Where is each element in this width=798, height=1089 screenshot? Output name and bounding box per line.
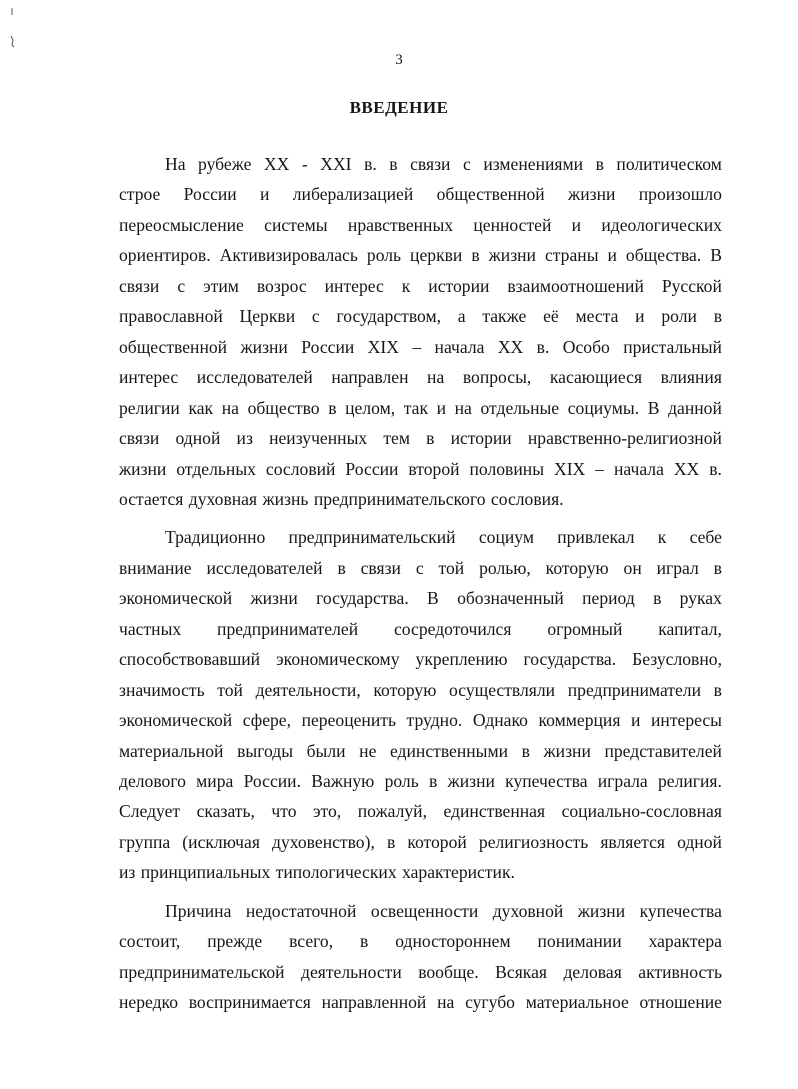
word: обозначенный — [457, 588, 564, 609]
word: православной — [119, 306, 223, 327]
word: делового — [119, 771, 186, 791]
word: играл — [656, 557, 699, 578]
word: руках — [679, 588, 722, 609]
word: отношение — [639, 992, 722, 1013]
text-line — [119, 458, 722, 480]
word: (исключая — [182, 831, 260, 852]
word: связи — [360, 557, 401, 578]
word: деловая — [563, 961, 622, 982]
text-line — [119, 275, 722, 297]
word: одной — [677, 831, 722, 852]
word: группа — [119, 831, 171, 852]
word: огромный — [547, 618, 623, 639]
word: и — [607, 245, 617, 266]
word: половины — [469, 458, 545, 479]
text-line — [119, 618, 722, 640]
page-title: ВВЕДЕНИЕ — [349, 98, 449, 117]
word: с — [415, 557, 424, 578]
word: одной — [175, 428, 221, 449]
word: к — [401, 275, 411, 296]
word: жизни — [447, 771, 495, 791]
text-line — [119, 366, 722, 388]
word: в — [428, 771, 438, 791]
word: религии — [119, 397, 180, 418]
word: всего, — [289, 931, 334, 952]
word: воспринимается — [188, 992, 311, 1013]
word: идеологических — [601, 214, 722, 235]
word: XXI — [320, 154, 352, 174]
word: России — [183, 184, 237, 205]
word: Безусловно, — [632, 649, 722, 670]
text-line: из принципиальных типологических характеристик. — [119, 862, 515, 883]
word: интересы — [650, 710, 722, 731]
text-line — [119, 336, 722, 358]
word: места — [575, 306, 619, 327]
word: и — [635, 306, 645, 327]
word: роль — [366, 245, 402, 266]
word: духовной — [492, 900, 564, 921]
text-line — [119, 648, 722, 670]
word: Активизировалась — [219, 245, 358, 266]
word: к — [657, 527, 667, 548]
word: той — [438, 557, 465, 578]
word: нравственно-религиозной — [527, 428, 722, 449]
word: выгоды — [237, 740, 294, 761]
word: её — [543, 306, 559, 327]
word: рубеже — [198, 154, 252, 174]
word: в — [360, 931, 369, 952]
word: – — [595, 458, 605, 479]
word: которую — [373, 679, 437, 700]
word: предприниматели — [567, 679, 701, 700]
word: государства. — [316, 588, 409, 609]
word: в — [653, 588, 662, 609]
word: осуществляли — [449, 679, 556, 700]
word: коммерция — [538, 710, 621, 731]
text-line — [119, 397, 722, 419]
word: способствовавший — [119, 649, 261, 670]
word: внимание — [119, 557, 192, 578]
word: значимость — [119, 679, 205, 700]
word: деятельности — [301, 961, 402, 982]
text-line — [119, 770, 722, 792]
text-line — [119, 991, 722, 1013]
word: исследователей — [196, 367, 313, 388]
word: отдельные — [480, 397, 560, 418]
word: что — [271, 801, 297, 822]
word: сказать, — [196, 801, 255, 822]
word: в — [328, 397, 337, 418]
word: предпринимательский — [288, 527, 456, 548]
word: вопросы, — [462, 367, 532, 388]
text-line — [119, 183, 722, 205]
word: в — [389, 154, 398, 174]
text-line — [119, 244, 722, 266]
word: пристальный — [623, 336, 722, 357]
word: либерализацией — [292, 184, 414, 205]
word: взаимоотношений — [507, 275, 644, 296]
word: одностороннем — [395, 931, 511, 952]
word: жизни — [543, 740, 591, 761]
word: данной — [668, 397, 722, 418]
word: в — [713, 306, 722, 327]
text-line — [119, 679, 722, 701]
word: так — [403, 397, 428, 418]
word: жизни — [568, 184, 616, 205]
word: укреплению — [415, 649, 508, 670]
word: с — [462, 154, 471, 174]
word: и — [436, 397, 447, 418]
text-line — [165, 900, 722, 922]
word: роль — [384, 771, 419, 791]
word: общество — [247, 397, 320, 418]
word: активность — [638, 961, 722, 982]
word: является — [600, 831, 665, 852]
word: экономической — [119, 588, 233, 609]
word: из — [236, 428, 253, 449]
word: неизученных — [269, 428, 368, 449]
text-line — [119, 800, 722, 822]
word: возрос — [256, 275, 307, 296]
word: трудно. — [406, 710, 463, 731]
word: с — [311, 306, 320, 327]
word: освещенности — [370, 900, 479, 921]
word: в. — [536, 336, 550, 357]
word: исследователей — [206, 557, 323, 578]
word: вообще. — [418, 961, 479, 982]
word: понимании — [537, 931, 622, 952]
word: и — [571, 214, 582, 235]
word: переоценить — [301, 710, 396, 731]
word: общественной — [119, 336, 228, 357]
word: религия. — [658, 771, 722, 791]
word: строе — [119, 184, 161, 205]
word: жизни — [577, 900, 626, 921]
word: которую — [545, 557, 609, 578]
word: а — [457, 306, 466, 327]
word: жизни — [488, 245, 536, 266]
word: системы — [264, 214, 328, 235]
word: этим — [203, 275, 239, 296]
word: сосредоточился — [393, 618, 512, 639]
word: сфере, — [242, 710, 292, 731]
word: целом, — [345, 397, 396, 418]
word: связи — [119, 275, 160, 296]
word: интерес — [119, 367, 179, 388]
word: связи — [410, 154, 451, 174]
word: XX — [497, 336, 524, 357]
word: связи — [119, 428, 160, 449]
text-line — [119, 831, 722, 853]
word: России. — [243, 771, 301, 791]
word: переосмысление — [119, 214, 244, 235]
word: XIX — [553, 458, 586, 479]
word: себе — [689, 527, 722, 548]
word: России — [301, 336, 355, 357]
word: второй — [408, 458, 460, 479]
word: купечества — [639, 900, 722, 921]
word: в — [713, 679, 722, 700]
word: общественной — [436, 184, 545, 205]
word: истории — [450, 428, 512, 449]
word: не — [359, 740, 377, 761]
word: пожалуй, — [357, 801, 427, 822]
text-line — [119, 427, 722, 449]
word: деятельности, — [255, 679, 361, 700]
text-line: остается духовная жизнь предпринимательского сословия. — [119, 488, 564, 509]
word: которой — [407, 831, 467, 852]
word: В — [427, 588, 439, 609]
word: в — [521, 740, 530, 761]
text-line — [119, 557, 722, 579]
word: состоит, — [119, 931, 181, 952]
word: частных — [119, 618, 182, 639]
word: и — [631, 710, 641, 731]
word: на — [221, 397, 239, 418]
word: в — [471, 245, 480, 266]
word: в — [595, 154, 604, 174]
word: произошло — [638, 184, 722, 205]
word: интерес — [324, 275, 384, 296]
word: жизни — [119, 458, 167, 479]
word: предпринимательской — [119, 961, 285, 982]
word: нравственных — [347, 214, 454, 235]
word: государством, — [336, 306, 441, 327]
word: Причина — [165, 900, 232, 921]
word: жизни — [250, 588, 298, 609]
word: экономическому — [276, 649, 400, 670]
word: направлен — [331, 367, 409, 388]
word: ролью, — [479, 557, 531, 578]
word: Особо — [562, 336, 610, 357]
word: в. — [709, 458, 722, 479]
word: Всякая — [495, 961, 547, 982]
text-line — [119, 740, 722, 762]
word: Русской — [661, 275, 722, 296]
word: начала — [434, 336, 485, 357]
word: социум — [478, 527, 534, 548]
word: Важную — [311, 771, 375, 791]
text-line — [119, 709, 722, 731]
word: касающиеся — [549, 367, 643, 388]
word: период — [582, 588, 635, 609]
word: - — [301, 154, 308, 174]
word: Церкви — [239, 306, 296, 327]
word: роли — [661, 306, 697, 327]
word: начала — [613, 458, 664, 479]
word: ориентиров. — [119, 245, 211, 266]
text-line — [119, 930, 722, 952]
word: как — [188, 397, 214, 418]
word: также — [482, 306, 527, 327]
text-line — [119, 961, 722, 983]
word: XX — [673, 458, 700, 479]
word: ценностей — [473, 214, 552, 235]
word: в — [426, 428, 435, 449]
scan-edge-marks — [8, 6, 18, 50]
word: В — [710, 245, 722, 266]
word: – — [412, 336, 422, 357]
word: России — [345, 458, 399, 479]
word: отдельных — [176, 458, 256, 479]
word: духовенство), — [272, 831, 375, 852]
word: и — [260, 184, 270, 205]
word: предпринимателей — [217, 618, 359, 639]
word: в — [337, 557, 346, 578]
text-line — [119, 305, 722, 327]
word: материальной — [119, 740, 224, 761]
word: Следует — [119, 801, 181, 822]
word: он — [623, 557, 642, 578]
word: жизни — [240, 336, 288, 357]
text-line — [119, 587, 722, 609]
word: тем — [383, 428, 410, 449]
word: политическом — [616, 154, 722, 174]
text-line — [165, 526, 722, 548]
word: мира — [196, 771, 234, 791]
word: прежде — [207, 931, 263, 952]
word: Однако — [472, 710, 528, 731]
word: в. — [364, 154, 377, 174]
word: на — [437, 992, 455, 1013]
word: направленной — [321, 992, 427, 1013]
word: церкви — [410, 245, 463, 266]
word: социально-сословная — [561, 801, 722, 822]
text-line — [165, 153, 722, 175]
word: сугубо — [465, 992, 515, 1013]
word: сословий — [265, 458, 336, 479]
word: представителей — [604, 740, 722, 761]
word: XX — [263, 154, 290, 174]
word: государства. — [523, 649, 617, 670]
word: материальное — [525, 992, 629, 1013]
word: с — [177, 275, 186, 296]
word: были — [306, 740, 346, 761]
word: нередко — [119, 992, 179, 1013]
word: привлекал — [557, 527, 635, 548]
text-line — [119, 214, 722, 236]
word: играла — [597, 771, 648, 791]
page-number: 3 — [395, 52, 403, 68]
word: XIX — [367, 336, 399, 357]
word: купечества — [505, 771, 588, 791]
word: характера — [648, 931, 722, 952]
word: общества. — [625, 245, 702, 266]
word: социумы. — [567, 397, 640, 418]
word: капитал, — [658, 618, 722, 639]
word: истории — [428, 275, 490, 296]
word: единственными — [389, 740, 509, 761]
word: на — [454, 397, 472, 418]
word: религиозность — [478, 831, 589, 852]
word: страны — [544, 245, 599, 266]
word: в — [713, 557, 722, 578]
word: на — [427, 367, 445, 388]
word: изменениями — [483, 154, 584, 174]
word: единственная — [443, 801, 546, 822]
word: в — [386, 831, 396, 852]
word: экономической — [119, 710, 233, 731]
word: В — [647, 397, 660, 418]
word: влияния — [660, 367, 722, 388]
word: недостаточной — [245, 900, 357, 921]
word: той — [217, 679, 243, 700]
word: Традиционно — [165, 527, 266, 548]
word: это, — [313, 801, 342, 822]
word: На — [165, 154, 186, 174]
